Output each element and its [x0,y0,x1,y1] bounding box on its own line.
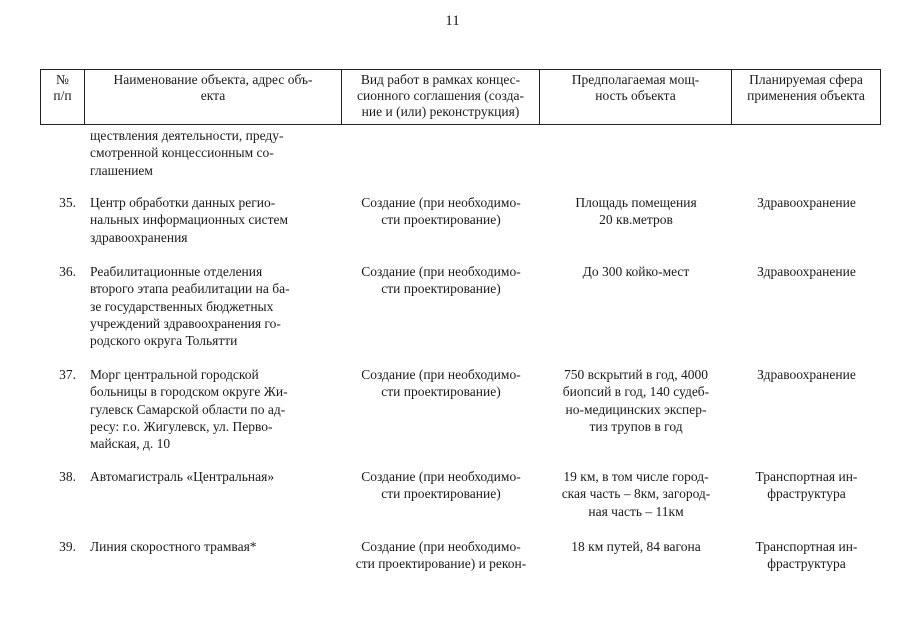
row-sphere: Здравоохранение [757,195,856,210]
row-sphere: Здравоохранение [757,264,856,279]
row-number: 38. [59,469,76,484]
header-work-type: Вид работ в рамках концес- сионного соглашения (созда- ние и (или) реконструкция) [342,70,540,124]
row-capacity: До 300 койко-мест [582,264,690,279]
row-capacity: 18 км путей, 84 вагона [571,539,701,554]
row-number: 36. [59,264,76,279]
continuation-text: ществления деятельности, преду- смотренной концессионным со- глашением [90,128,284,178]
row-sphere: Здравоохранение [757,367,856,382]
row-work-type: Создание (при необходимо- сти проектирование) [361,469,521,502]
row-object-name: Реабилитационные отделения второго этапа реабилитации на ба- зе государственных бюджетных учреждений здравоохранения го- родского округа Тольятти [90,264,290,349]
row-sphere: Транспортная ин- фраструктура [755,469,858,502]
row-capacity: 750 вскрытий в год, 4000 биопсий в год, 140 судеб- но-медицинских экспер- тиз трупов в год [562,367,710,434]
row-work-type: Создание (при необходимо- сти проектирование) [361,264,521,297]
row-object-name: Линия скоростного трамвая* [90,539,257,554]
row-object-name: Автомагистраль «Центральная» [90,469,275,484]
row-number: 37. [59,367,76,382]
row-number: 35. [59,195,76,210]
row-work-type: Создание (при необходимо- сти проектирование) [361,195,521,228]
row-work-type: Создание (при необходимо- сти проектирование) и рекон- [355,539,527,572]
header-number: № п/п [41,70,85,124]
header-object-name: Наименование объекта, адрес объ- екта [85,70,342,124]
header-sphere: Планируемая сфера применения объекта [747,72,865,103]
row-sphere: Транспортная ин- фраструктура [755,539,858,572]
table-header [40,69,881,125]
row-capacity: 19 км, в том числе город- ская часть – 8км, загород- ная часть – 11км [561,469,711,519]
header-capacity: Предполагаемая мощ- ность объекта [540,70,732,124]
row-work-type: Создание (при необходимо- сти проектирование) [361,367,521,400]
row-object-name: Центр обработки данных регио- нальных информационных систем здравоохранения [90,195,289,245]
row-capacity: Площадь помещения 20 кв.метров [575,195,697,228]
row-object-name: Морг центральной городской больницы в городском округе Жи- гулевск Самарской области по ад- ресу: г.о. Жигулевск, ул. Перво- майская, д. 10 [90,367,288,452]
page-number: 11 [445,13,460,29]
row-number: 39. [59,539,76,554]
